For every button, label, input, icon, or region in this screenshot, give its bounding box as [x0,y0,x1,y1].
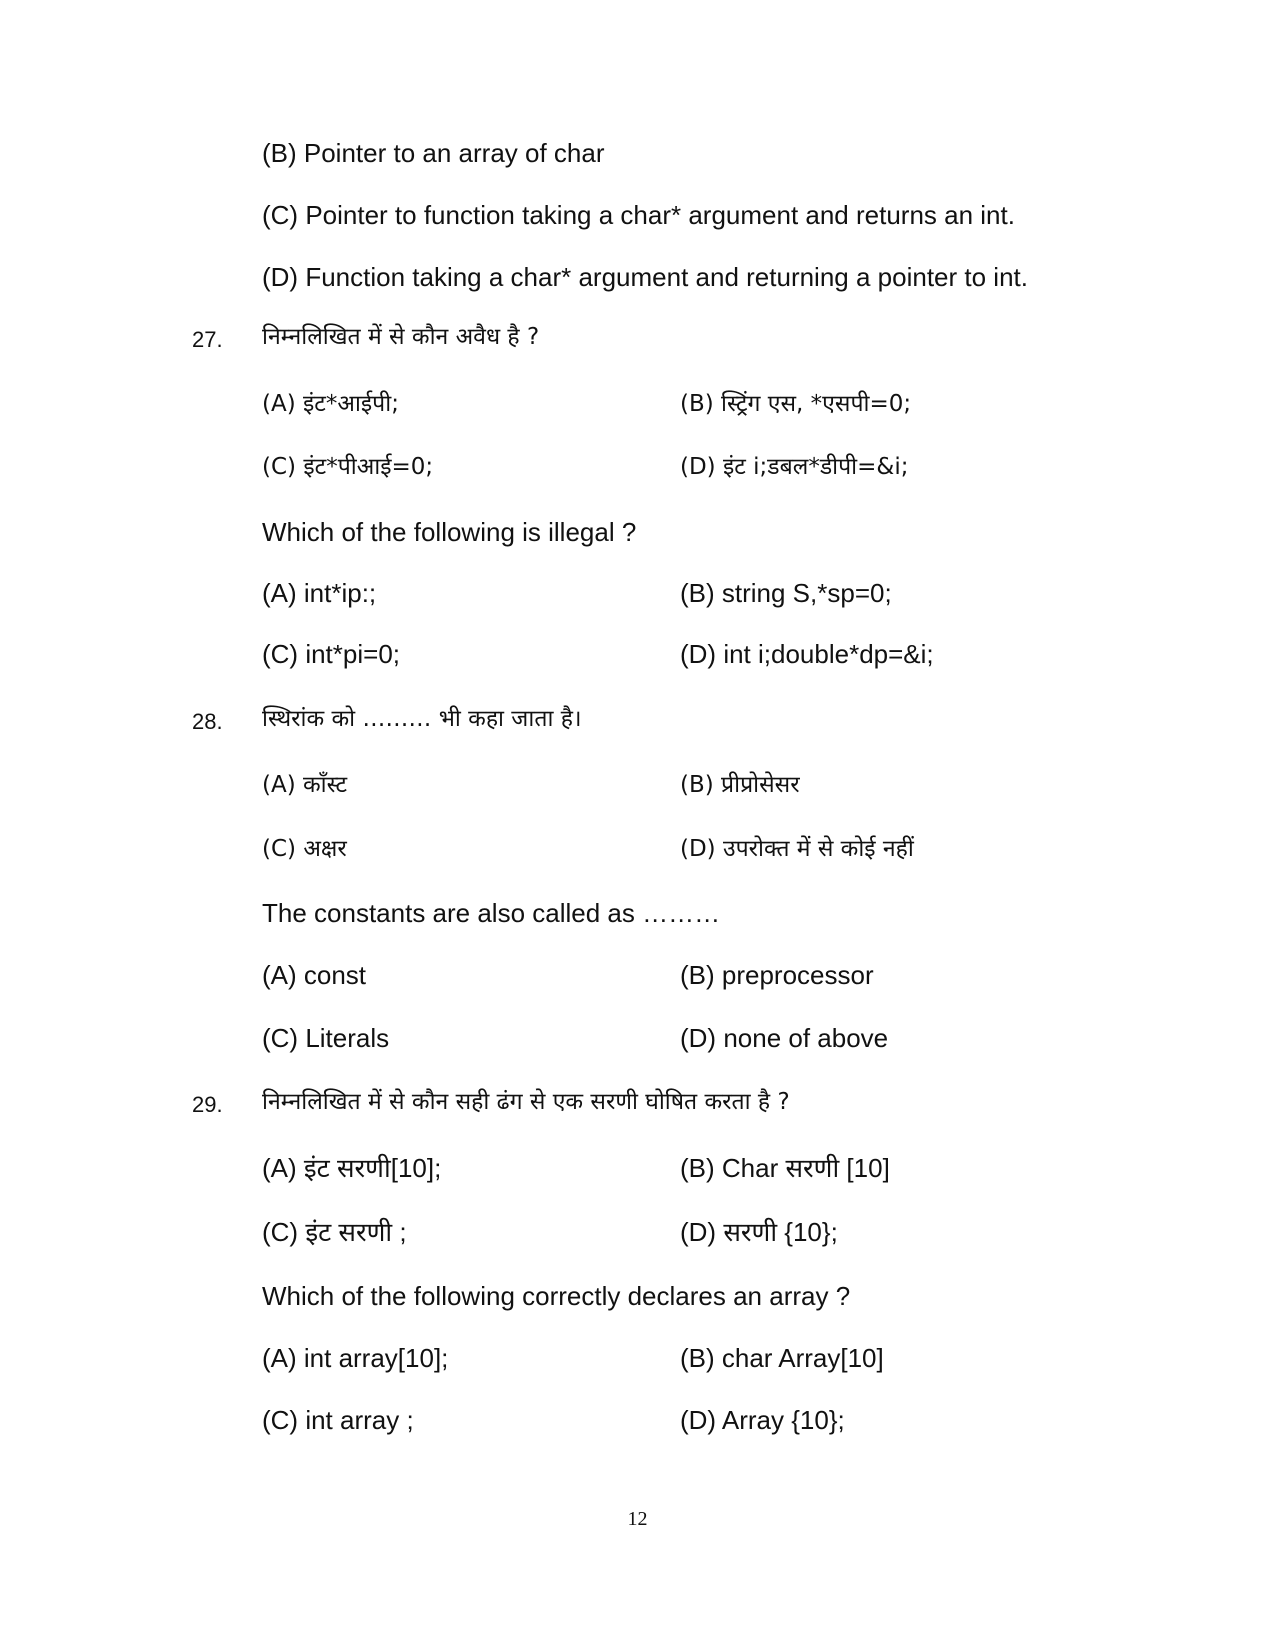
q28-number: 28. [192,709,223,734]
q28-english-option-d: (D) none of above [680,1023,889,1053]
q27-english-option-a: (A) int*ip:; [262,578,377,608]
q28-hindi-option-a: (A) कॉंस्ट [262,772,348,798]
q28-english-question: The constants are also called as ……… [262,898,721,928]
page-number: 12 [627,1508,648,1530]
q27-hindi-question: निम्नलिखित में से कौन अवैध है ? [262,324,540,350]
q29-number: 29. [192,1092,223,1117]
q27-number: 27. [192,327,223,352]
q27-hindi-option-a: (A) इंट*आईपी; [262,391,399,417]
q27-english-question: Which of the following is illegal ? [262,517,637,547]
q28-hindi-option-d: (D) उपरोक्त में से कोई नहीं [680,836,914,862]
q29-hindi-option-d: (D) सरणी {10}; [680,1217,838,1247]
q28-hindi-option-b: (B) प्रीप्रोसेसर [680,772,800,798]
q28-english-option-b: (B) preprocessor [680,960,874,990]
q26-option-c: (C) Pointer to function taking a char* argument and returns an int. [262,200,1015,230]
q28-english-option-a: (A) const [262,960,367,990]
q28-hindi-question: स्थिरांक को ……… भी कहा जाता है। [262,706,582,732]
q29-hindi-option-c: (C) इंट सरणी ; [262,1217,407,1247]
q29-english-option-a: (A) int array[10]; [262,1343,449,1373]
q29-english-question: Which of the following correctly declares an array ? [262,1281,851,1311]
q29-english-option-c: (C) int array ; [262,1405,414,1435]
q26-option-b: (B) Pointer to an array of char [262,138,605,168]
q26-option-d: (D) Function taking a char* argument and returning a pointer to int. [262,262,1028,292]
q27-english-option-b: (B) string S,*sp=0; [680,578,892,608]
q29-english-option-d: (D) Array {10}; [680,1405,845,1435]
q29-english-option-b: (B) char Array[10] [680,1343,884,1373]
q27-hindi-option-c: (C) इंट*पीआई=0; [262,454,434,480]
q27-english-option-d: (D) int i;double*dp=&i; [680,639,934,669]
q28-english-option-c: (C) Literals [262,1023,390,1053]
q29-hindi-question: निम्नलिखित में से कौन सही ढंग से एक सरणी घोषित करता है ? [262,1089,790,1115]
q29-hindi-option-a: (A) इंट सरणी[10]; [262,1153,442,1183]
q27-hindi-option-d: (D) इंट i;डबल*डीपी=&i; [680,454,909,480]
q29-hindi-option-b: (B) Char सरणी [10] [680,1153,890,1183]
q28-hindi-option-c: (C) अक्षर [262,836,347,862]
q27-hindi-option-b: (B) स्ट्रिंग एस, *एसपी=0; [680,391,912,417]
q27-english-option-c: (C) int*pi=0; [262,639,400,669]
